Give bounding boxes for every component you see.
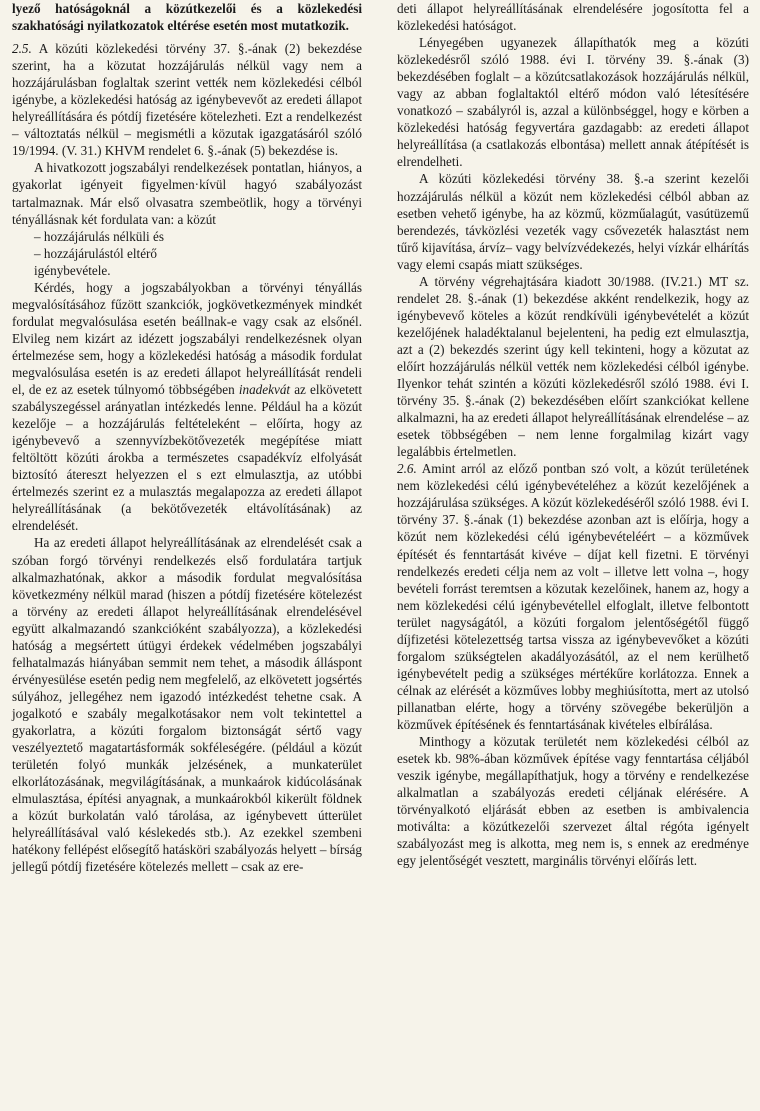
paragraph: A törvény végrehajtására kiadott 30/1988. (IV.21.) MT sz. rendelet 28. §.-ának (1) bekezdése akként rendelkezik, hogy az igénybevevő köteles a közút rendkívüli igénybevételét a közút kezelőjének haladéktalanul bejelenteni, ha pedig ezt elmulasztja, azt a (2) bekezdés szerint úgy kell tekinteni, hogy a közutat az előírt hozzájárulás nélkül vették nem közlekedési célból igénybe. Ilyenkor tehát szintén a közúti közlekedésről szóló 1988. évi I. törvény 35. §.-ának (2) bekezdésében előírt szankciókat kellene alkalmazni, ha az eredeti állapot helyreállításának elrendelése – az esetek többségében – nem lenne forgalmilag kizárt vagy legalábbis értelmetlen. (397, 273, 749, 460)
section-number: 2.6. (397, 461, 417, 477)
right-column (397, 0, 749, 869)
list-item: – hozzájárulástól eltérő (34, 245, 158, 261)
paragraph: A közúti közlekedési törvény 38. §.-a szerint kezelői hozzájárulás nélkül a közút nem közlekedési célból abban az esetben vehető igénybe, ha az közmű, közműalagút, vasútüzemű berendezés, távközlési vezeték vagy csővezeték halasztást nem tűrő kijavítása, árvíz– vagy belvízvédekezés, helyi vízkár elhárítás vagy elemi csapás miatt szükséges. (397, 171, 749, 272)
emphasis-text: inadekvát (238, 382, 291, 398)
paragraph: deti állapot helyreállításának elrendelésére jogosította fel a közlekedési hatóságot. (397, 1, 749, 34)
section-number: 2.5. (12, 41, 32, 57)
section-2-6-paragraph (397, 460, 749, 733)
list-item: – hozzájárulás nélküli és (34, 228, 164, 244)
paragraph: Lényegében ugyanezek állapíthatók meg a közúti közlekedésről szóló 1988. évi I. törvény 39. §.-ának (3) bekezdésében foglalt – a közútcsatlakozások hozzájárulás nélkül, vagy az abban foglaltaktól eltérő módon való létesítésére vonatkozó – szabályról is, azzal a különbséggel, hogy e körben a közlekedési hatóság fegyvertára gazdagabb: az eredeti állapot helyreállítása (a csatlakozás elbontása) mellett annak átépítését is elrendelheti. (397, 35, 749, 170)
list-item: igénybevétele. (34, 262, 111, 278)
intro-paragraph: lyező hatóságoknál a közútkezelői és a közlekedési szakhatósági nyilatkozatok eltérése esetén most mutatkozik. (12, 1, 362, 34)
section-2-5-paragraph (12, 40, 362, 159)
paragraph-text: Kérdés, hogy a jogszabályokban a törvényi tényállás megvalósításához fűzött szankciók, jogkövetkezmények mindkét fordulat megvalósulása esetén beállnak-e vagy csak az elsőnél. Elvileg nem kizárt az idézett jogszabályi rendelkezésnek olyan értelmezése sem, hogy a közlekedési hatóság a második fordulat megvalósulása esetén is az eredeti állapot helyreállítását rendeli el, de ez az esetek túlnyomó többségében (12, 279, 362, 398)
paragraph-text: az elkövetett szabályszegéssel arányatlan intézkedés lenne. Például ha a közút kezelője – a hozzájárulás feltételeként – előírta, hogy az igénybevevő a szennyvízbekötővezeték megépítése miatt feltöltött közúti árokba a természetes csapadékvíz elfolyását biztosító átereszt helyezzen el s ezt elmulasztja, az utóbbi értelmezés szerint ez a mulasztás megalapozza az eredeti állapot helyreállításának (a bekötővezeték eltávolításának) az elrendelését. (12, 382, 363, 534)
paragraph (12, 279, 362, 535)
left-column (12, 0, 362, 875)
section-text: Amint arról az előző pontban szó volt, a közút területének nem közlekedési célú igénybevételéhez a közút kezelőjének a hozzájárulása szükséges. A közút közlekedéséről szóló 1988. évi I. törvény 37. §.-ának (1) bekezdése azonban azt is előírja, hogy a közút nem közlekedési célú igénybevételéért – a közművek építését és fenntartását kivéve – díjat kell fizetni. E törvényi rendelkezés eredeti célja nem az volt – illetve lett volna –, hogy bevételi forrást teremtsen a közutak kezelőinek, hanem az, hogy a nem közlekedési célú igénybevétellel elfoglalt, illetve felbontott terület nagyságától, a közúti forgalom jelentőségétől függő díjfizetési kötelezettség tartsa vissza az igénybevevőket a közúti forgalom szükségtelen akadályozásától, az el nem kerülhető igénybevételt pedig a szükséges mértékűre korlátozza. Ennek a célnak az elérését a közműves lobby meghiúsította, mert az utolsó pillanatban elérte, hogy a törvény szövegébe bekerüljön a közművek építésének és fenntartásának kivételes elbírálása. (397, 461, 749, 732)
paragraph: A hivatkozott jogszabályi rendelkezések pontatlan, hiányos, a gyakorlat igényeit figyelmen·kívül hagyó szabályozást tartalmaznak. Már első olvasatra szembeötlik, hogy a törvényi tényállásnak két fordulata van: a közút (12, 160, 362, 227)
section-text: A közúti közlekedési törvény 37. §.-ának (2) bekezdése szerint, ha a közutat hozzájárulás nélkül vagy nem a hozzájárulásban foglaltak szerint vették nem közlekedési célból igénybe, a közlekedési hatóság az igénybevevőt az eredeti állapot helyreállítására és pótdíj fizetésére kötelezheti. Ezt a rendelkezést – változtatás nélkül – megismétli a közutak igazgatásáról szóló 19/1994. (V. 31.) KHVM rendelet 6. §.-ának (5) bekezdése is. (12, 41, 362, 159)
paragraph: Ha az eredeti állapot helyreállításának az elrendelését csak a szóban forgó törvényi rendelkezés első fordulatára tartjuk alkalmazhatónak, akkor a második fordulat megvalósítása következmény nélkül marad (hiszen a pótdíj fizetésére kötelezést a törvény az eredeti állapot helyreállításának elrendelésével együtt alkalmazandó szankcióként szabályozza), a közlekedési hatóság a megsértett útügyi érdekek védelmében jogszabályi felhatalmazás hiányában semmit nem tehet, a második álláspont érvényesülése esetén pedig nem megfelelő, az elkövetett jogsértés súlyához, jellegéhez nem igazodó intézkedést tehetne csak. A jogalkotó e szabály megalkotásakor nem volt tekintettel a gyakorlatra, a közúti forgalom biztonságát sértő vagy veszélyeztető magatartásformák sokféleségére. (például a közút területén folyó munkák jelzésének, a munkaterület elkorlátozásának, megvilágításának, a munkaárok kidúcolásának elmulasztása, építési anyagnak, a munkaárokból kikerült földnek a közút burkolatán való tárolása, az igénybevett útterület helyreállításával való késlekedés stb.). Az ezekkel szembeni hatékony fellépést elősegítő hatásköri szabályozás helyett – bírság jellegű pótdíj fizetésére kötelezés mellett – csak az ere- (12, 535, 362, 875)
paragraph: Minthogy a közutak területét nem közlekedési célból az esetek kb. 98%-ában közművek építése vagy fenntartása céljából veszik igénybe, megállapíthatjuk, hogy a törvény e rendelkezése alkalmatlan a szabályozás eredeti céljának elérésére. A törvényalkotó eljárását ebben az esetben is ambivalencia motiválta: a közútkezelői szervezet által régóta igényelt szabályozást meg is alkotta, meg nem is, s ennek az eredménye egy jelentőségét vesztett, marginális törvényi előírás lett. (397, 734, 749, 869)
